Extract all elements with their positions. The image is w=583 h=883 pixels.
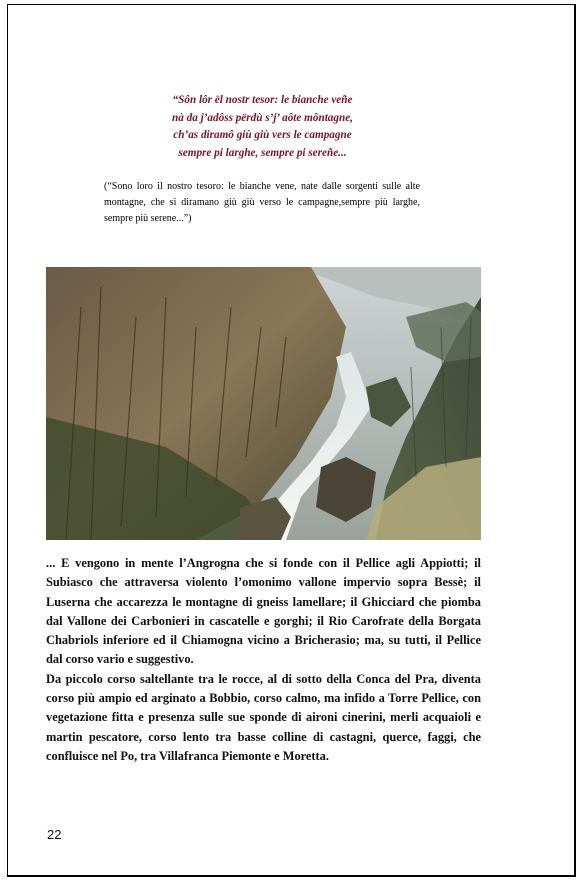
- body-text: [46, 554, 481, 766]
- poem-line: nà da j’adôss përdù s’j’ aôte môntagne,: [172, 111, 353, 124]
- dialect-poem: [130, 92, 395, 162]
- body-paragraph: ... E vengono in mente l’Angrogna che si fonde con il Pellice agli Appiotti; il Subiasco che attraversa violento l’omonimo vallone impervio sopra Bessè; il Luserna che accarezza le montagne di gneiss lamellare; il Ghicciard che piomba dal Vallone dei Carbonieri in cascatelle e gorghi; il Rio Carofrate della Borgata Chabriols inferiore ed il Chiamogna vicino a Bricherasio; ma, su tutti, il Pellice dal corso vario e suggestivo.: [46, 556, 481, 667]
- body-paragraph: Da piccolo corso saltellante tra le rocce, al di sotto della Conca del Pra, diventa corso più ampio ed arginato a Bobbio, corso calmo, ma infido a Torre Pellice, con vegetazione fitta e presenza sulle sue sponde di aironi cinerini, merli acquaioli e martin pescatore, corso lento tra basse colline di castagni, querce, faggi, che confluisce nel Po, tra Villafranca Piemonte e Moretta.: [46, 671, 481, 763]
- river-valley-photo: [46, 267, 481, 540]
- poem-line: “Sôn lôr ël nostr tesor: le bianche veñe: [172, 94, 353, 106]
- poem-line: ch’as diramô giù giù vers le campagne: [173, 129, 352, 142]
- poem-translation: (“Sono loro il nostro tesoro: le bianche vene, nate dalle sorgenti sulle alte montagne, che si diramano giù giù verso le campagne,sempre più larghe, sempre più serene...”): [104, 181, 420, 224]
- poem-line: sempre pi larghe, sempre pi sereñe...: [178, 146, 347, 159]
- page-number: 22: [47, 827, 62, 842]
